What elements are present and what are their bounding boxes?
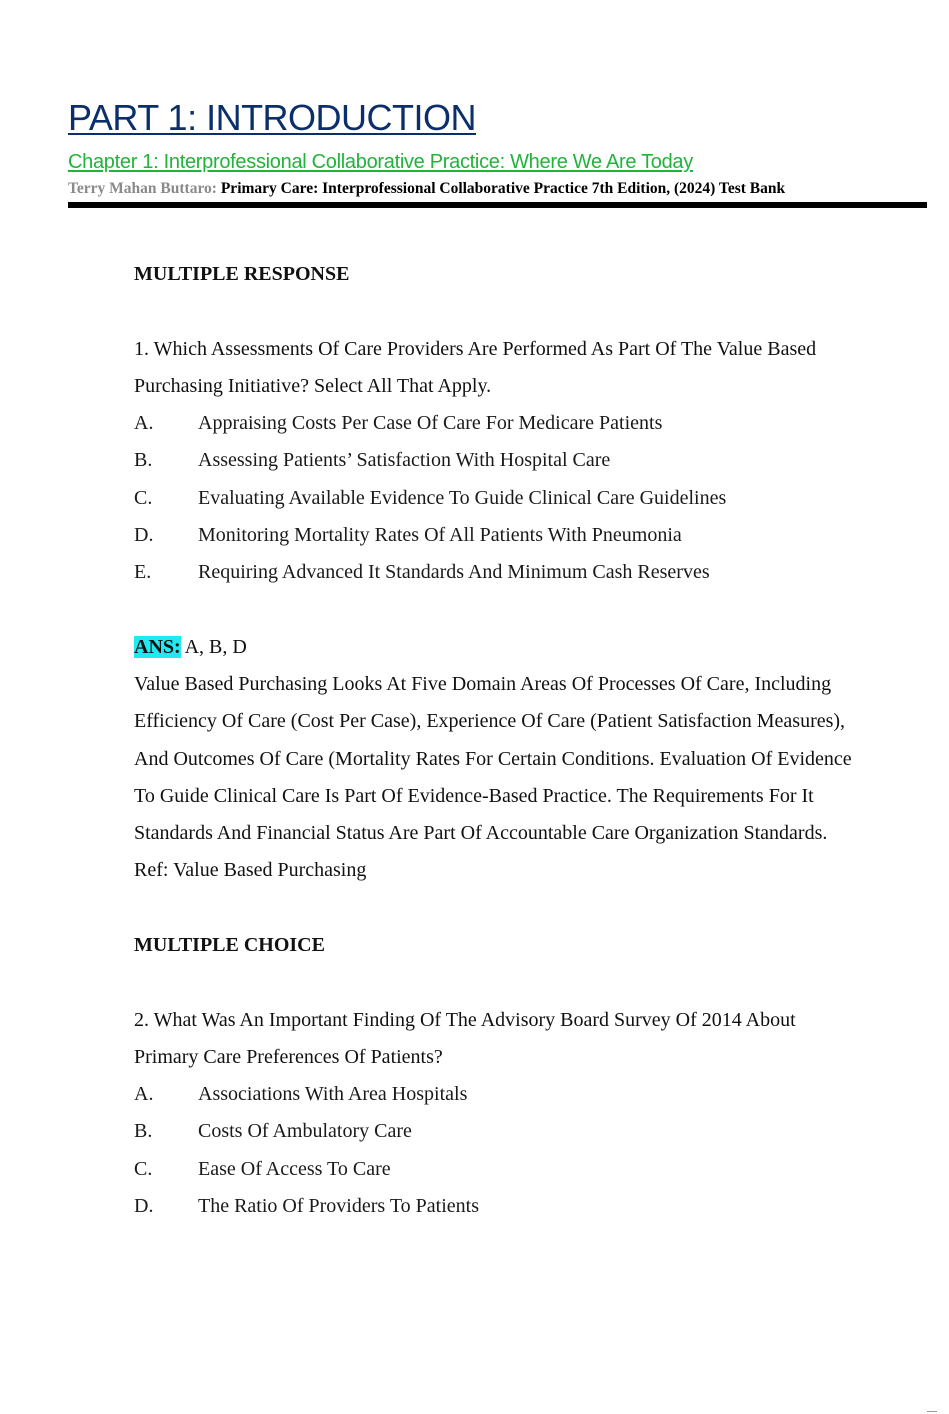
option-text: The Ratio Of Providers To Patients bbox=[198, 1195, 479, 1217]
question-1-answer bbox=[134, 634, 247, 660]
rationale-line: And Outcomes Of Care (Mortality Rates For Certain Conditions. Evaluation Of Evidence bbox=[134, 748, 852, 770]
page-corner-mark bbox=[927, 1411, 937, 1412]
question-1-line-1: 1. Which Assessments Of Care Providers Are Performed As Part Of The Value Based bbox=[134, 338, 817, 360]
option-text: Appraising Costs Per Case Of Care For Medicare Patients bbox=[198, 412, 663, 434]
option-letter: A. bbox=[134, 412, 154, 434]
option-letter: C. bbox=[134, 1158, 153, 1180]
question-2-line-2: Primary Care Preferences Of Patients? bbox=[134, 1046, 443, 1068]
book-title: Primary Care: Interprofessional Collaborative Practice 7th Edition, (2024) Test Bank bbox=[216, 180, 786, 197]
chapter-title: Chapter 1: Interprofessional Collaborative Practice: Where We Are Today bbox=[68, 151, 693, 173]
answer-label: ANS: bbox=[134, 636, 181, 658]
reference-line: Ref: Value Based Purchasing bbox=[134, 859, 367, 881]
option-text: Ease Of Access To Care bbox=[198, 1158, 391, 1180]
author-name: Terry Mahan Buttaro: bbox=[68, 180, 217, 197]
rationale-line: Value Based Purchasing Looks At Five Domain Areas Of Processes Of Care, Including bbox=[134, 673, 832, 695]
option-letter: E. bbox=[134, 561, 152, 583]
option-text: Costs Of Ambulatory Care bbox=[198, 1120, 412, 1142]
option-letter: A. bbox=[134, 1083, 154, 1105]
question-1-line-2: Purchasing Initiative? Select All That Apply. bbox=[134, 375, 492, 397]
option-text: Monitoring Mortality Rates Of All Patients With Pneumonia bbox=[198, 524, 682, 546]
rationale-line: To Guide Clinical Care Is Part Of Evidence-Based Practice. The Requirements For It bbox=[134, 785, 814, 807]
answer-value: A, B, D bbox=[180, 636, 247, 658]
option-text: Assessing Patients’ Satisfaction With Hospital Care bbox=[198, 449, 611, 471]
option-letter: D. bbox=[134, 524, 154, 546]
option-letter: B. bbox=[134, 449, 153, 471]
option-letter: C. bbox=[134, 487, 153, 509]
option-text: Requiring Advanced It Standards And Minimum Cash Reserves bbox=[198, 561, 710, 583]
option-text: Associations With Area Hospitals bbox=[198, 1083, 468, 1105]
header-divider bbox=[68, 202, 927, 208]
section-heading-multiple-response: MULTIPLE RESPONSE bbox=[134, 263, 350, 285]
book-citation bbox=[68, 179, 785, 199]
section-heading-multiple-choice: MULTIPLE CHOICE bbox=[134, 934, 325, 956]
option-letter: B. bbox=[134, 1120, 153, 1142]
rationale-line: Standards And Financial Status Are Part Of Accountable Care Organization Standards. bbox=[134, 822, 828, 844]
question-2-line-1: 2. What Was An Important Finding Of The Advisory Board Survey Of 2014 About bbox=[134, 1009, 796, 1031]
part-title: PART 1: INTRODUCTION bbox=[68, 97, 477, 138]
option-text: Evaluating Available Evidence To Guide Clinical Care Guidelines bbox=[198, 487, 727, 509]
rationale-line: Efficiency Of Care (Cost Per Case), Experience Of Care (Patient Satisfaction Measures), bbox=[134, 710, 846, 732]
option-letter: D. bbox=[134, 1195, 154, 1217]
